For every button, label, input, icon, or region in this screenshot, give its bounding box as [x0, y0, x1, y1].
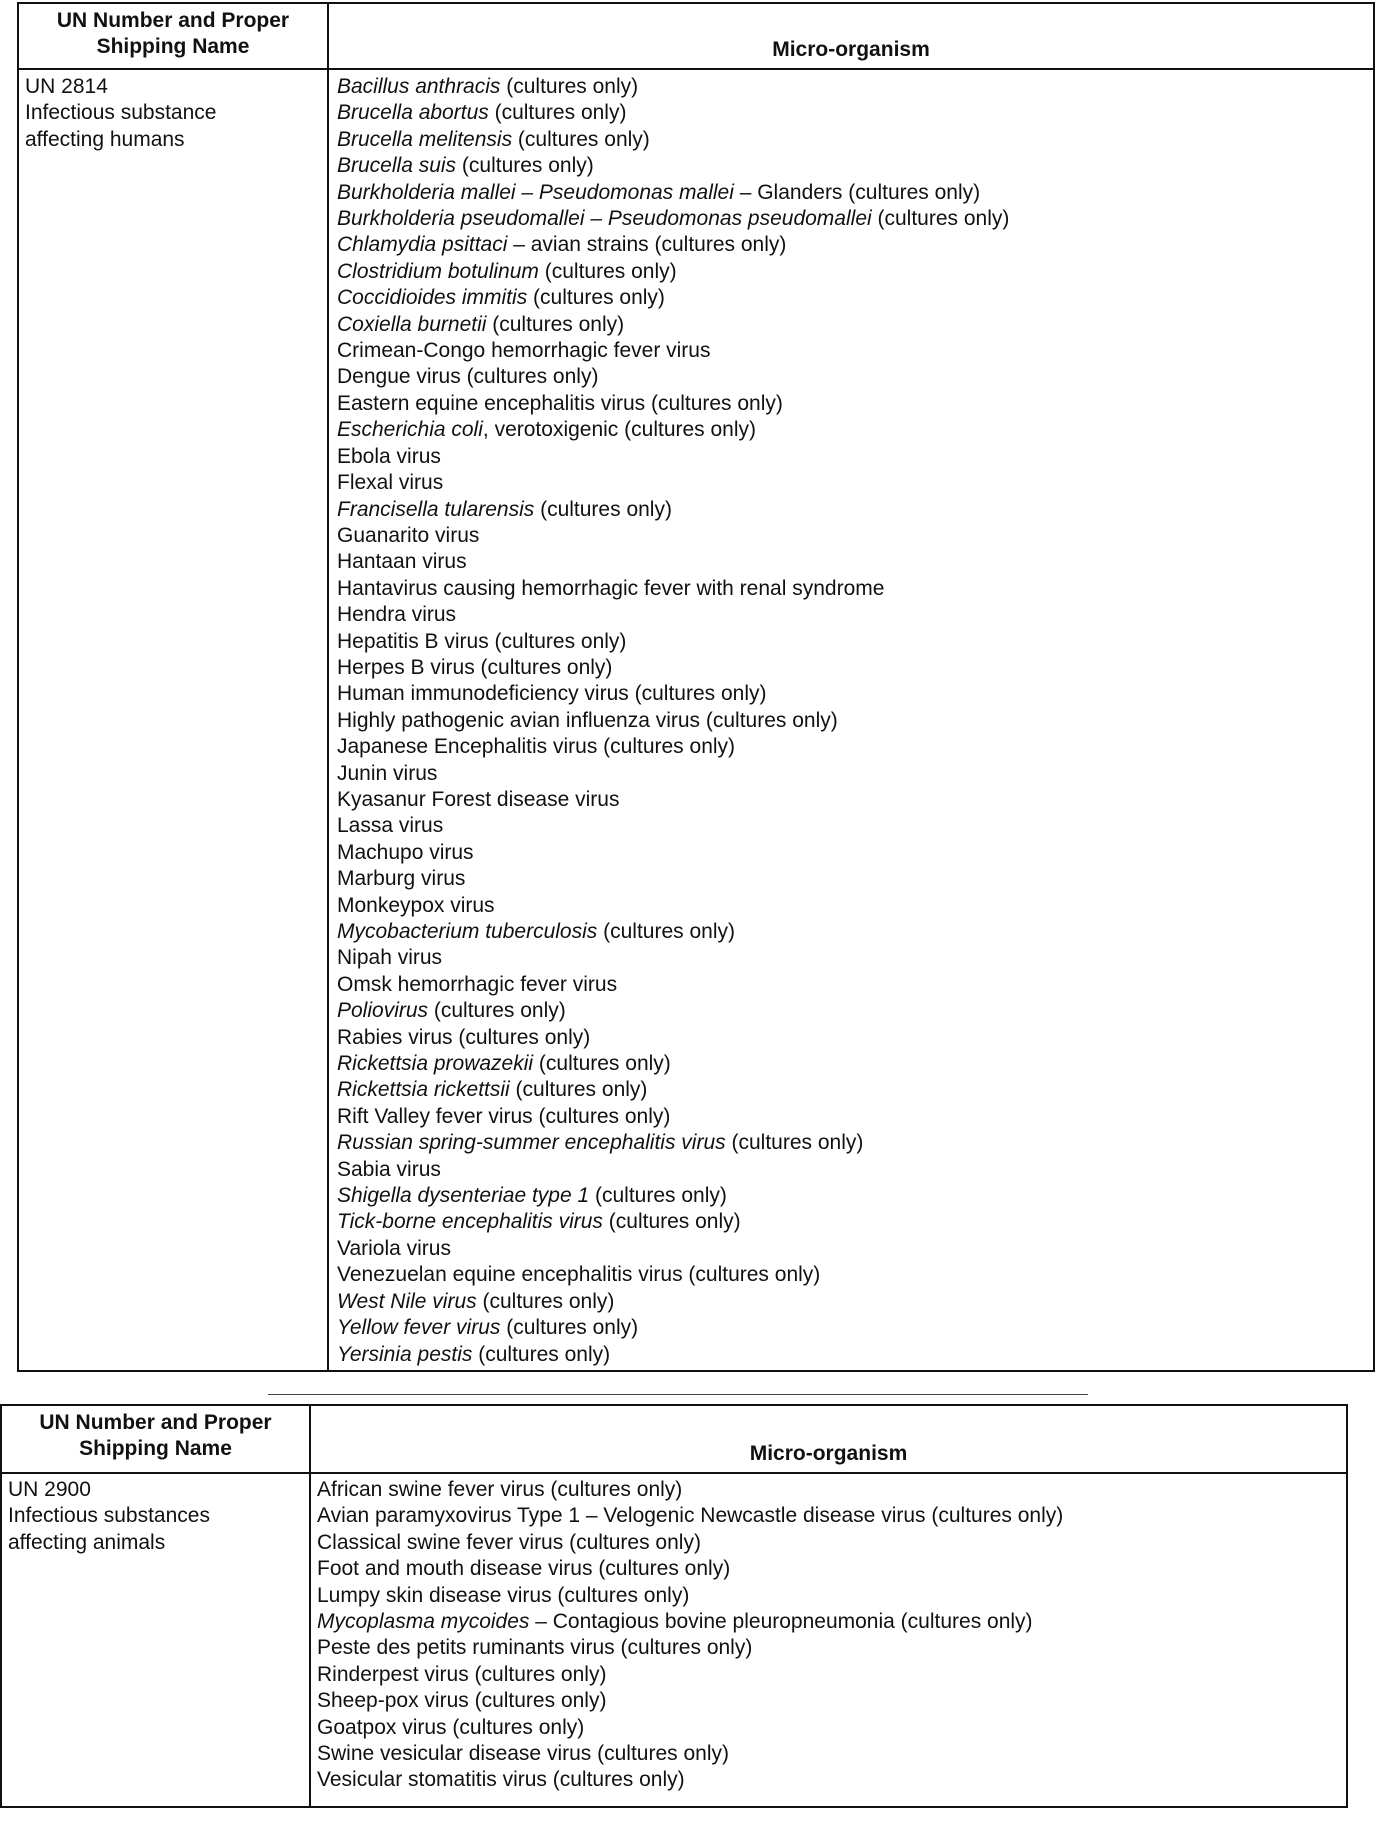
header-micro-organism: Micro-organism [749, 1442, 908, 1465]
micro-organism-item [337, 259, 1009, 285]
micro-organism-item [317, 1767, 1063, 1793]
micro-organism-item [337, 1157, 1009, 1183]
organism-text: Nipah virus [337, 946, 443, 970]
organism-text: (cultures only) [486, 312, 625, 336]
micro-organism-item [337, 708, 1009, 734]
micro-organism-item [337, 1315, 1009, 1341]
organism-text: (cultures only) [538, 259, 677, 283]
micro-organism-item [337, 655, 1009, 681]
un-label-line: UN 2814 [25, 75, 108, 98]
organism-text: – avian strains (cultures only) [507, 233, 787, 257]
un-label-line: Infectious substances [8, 1504, 210, 1528]
organism-text: Rinderpest virus (cultures only) [317, 1662, 607, 1686]
organism-text: (cultures only) [500, 1316, 639, 1340]
micro-organism-item [337, 761, 1009, 787]
organism-text: Crimean-Congo hemorrhagic fever virus [337, 339, 711, 363]
organism-text: Foot and mouth disease virus (cultures only) [317, 1557, 731, 1581]
micro-organism-item [337, 1130, 1009, 1156]
micro-organism-item [337, 1262, 1009, 1288]
micro-organism-item [337, 602, 1009, 628]
header-un-number [2, 1410, 309, 1462]
organism-text: , verotoxigenic (cultures only) [482, 418, 757, 442]
organism-text: Marburg virus [337, 867, 466, 891]
micro-organism-item [317, 1741, 1063, 1767]
micro-organism-item [337, 893, 1009, 919]
scientific-name: Russian spring-summer encephalitis virus [337, 1131, 726, 1155]
micro-organism-item [337, 338, 1009, 364]
micro-organism-item [337, 998, 1009, 1024]
micro-organism-item [337, 364, 1009, 390]
scientific-name: Coccidioides immitis [337, 286, 528, 310]
organism-text: (cultures only) [589, 1184, 727, 1208]
micro-organism-item [337, 391, 1009, 417]
header-line: Shipping Name [79, 1437, 232, 1460]
organism-text: (cultures only) [871, 207, 1010, 231]
micro-organism-item [337, 576, 1009, 602]
table-un2814 [17, 2, 1375, 1372]
organism-text: (cultures only) [534, 497, 672, 521]
micro-organism-item [337, 312, 1009, 338]
divider-rule [268, 1394, 1088, 1395]
scientific-name: Mycobacterium tuberculosis [337, 920, 598, 943]
micro-organism-item [337, 444, 1009, 470]
organism-text: (cultures only) [512, 127, 650, 151]
organism-text: Machupo virus [337, 840, 474, 864]
organism-text: Venezuelan equine encephalitis virus (cultures only) [337, 1263, 821, 1287]
organism-text: Highly pathogenic avian influenza virus (cultures only) [337, 708, 838, 732]
scientific-name: Shigella dysenteriae type 1 [337, 1184, 590, 1208]
micro-organism-item [337, 497, 1009, 523]
organism-text: Dengue virus (cultures only) [337, 365, 599, 389]
scientific-name: Poliovirus [337, 999, 429, 1023]
header-un-number [19, 8, 327, 60]
micro-organism-item [317, 1662, 1063, 1688]
micro-organism-item [337, 417, 1009, 443]
organism-text: Lumpy skin disease virus (cultures only) [317, 1583, 690, 1607]
organism-text: Peste des petits ruminants virus (cultures only) [317, 1636, 753, 1660]
micro-organism-item [317, 1609, 1063, 1635]
header-line: UN Number and Proper [39, 1411, 272, 1434]
organism-text: – Glanders (cultures only) [733, 180, 981, 204]
organism-text: Hepatitis B virus (cultures only) [337, 629, 627, 653]
organism-text: African swine fever virus (cultures only) [317, 1478, 683, 1501]
organism-text: Flexal virus [337, 471, 444, 495]
organism-text: Avian paramyxovirus Type 1 – Velogenic Newcastle disease virus (cultures only) [317, 1504, 1064, 1528]
micro-organism-item [317, 1583, 1063, 1609]
organism-text: Lassa virus [337, 814, 444, 838]
micro-organism-item [337, 100, 1009, 126]
micro-organism-item [337, 74, 1009, 100]
micro-organism-item [337, 1077, 1009, 1103]
micro-organism-item [317, 1503, 1063, 1529]
micro-organism-item [337, 180, 1009, 206]
micro-organism-item [337, 813, 1009, 839]
organism-text: Classical swine fever virus (cultures only) [317, 1530, 701, 1554]
organism-text: – Contagious bovine pleuropneumonia (cultures only) [529, 1610, 1033, 1634]
organism-text: Japanese Encephalitis virus (cultures only) [337, 735, 736, 759]
organism-text: Hantavirus causing hemorrhagic fever with renal syndrome [337, 576, 885, 600]
organism-text: Kyasanur Forest disease virus [337, 787, 620, 811]
scientific-name: Brucella melitensis [337, 127, 513, 151]
micro-organism-item [337, 787, 1009, 813]
scientific-name: Coxiella burnetii [337, 312, 487, 336]
micro-organism-item [337, 1236, 1009, 1262]
organism-text: Omsk hemorrhagic fever virus [337, 972, 618, 996]
organism-text: (cultures only) [602, 1210, 741, 1234]
organism-text: Sabia virus [337, 1157, 441, 1181]
micro-organism-item [337, 866, 1009, 892]
organism-text: (cultures only) [472, 1342, 611, 1366]
scientific-name: Bacillus anthracis [337, 75, 501, 98]
micro-organism-item [317, 1556, 1063, 1582]
scientific-name: Francisella tularensis [337, 497, 535, 521]
organism-text: (cultures only) [509, 1078, 648, 1102]
organism-text: Ebola virus [337, 444, 441, 468]
organism-text: Swine vesicular disease virus (cultures only) [317, 1742, 729, 1766]
scientific-name: Rickettsia rickettsii [337, 1078, 510, 1102]
un-label-cell [25, 74, 216, 153]
un-label-line: Infectious substance [25, 101, 217, 125]
organism-text: (cultures only) [500, 75, 639, 98]
micro-organism-item [337, 1209, 1009, 1235]
micro-organism-item [337, 1104, 1009, 1130]
scientific-name: Escherichia coli [337, 418, 483, 442]
organism-text: (cultures only) [533, 1052, 671, 1076]
organism-text: (cultures only) [488, 101, 627, 125]
organism-text: (cultures only) [456, 154, 594, 178]
table-header [19, 4, 1373, 70]
organism-text: Rift Valley fever virus (cultures only) [337, 1104, 671, 1128]
micro-organism-item [337, 1183, 1009, 1209]
scientific-name: Clostridium botulinum [337, 259, 539, 283]
scientific-name: Yersinia pestis [337, 1342, 473, 1366]
organism-text: (cultures only) [428, 999, 566, 1023]
header-line: Shipping Name [96, 35, 250, 58]
micro-organism-item [337, 840, 1009, 866]
micro-organism-item [317, 1635, 1063, 1661]
micro-organism-item [337, 127, 1009, 153]
micro-organism-item [337, 285, 1009, 311]
micro-organism-item [337, 153, 1009, 179]
scientific-name: Burkholderia mallei – Pseudomonas mallei [337, 180, 734, 204]
micro-organism-item [337, 734, 1009, 760]
organism-text: (cultures only) [476, 1289, 615, 1313]
scientific-name: Brucella suis [337, 154, 457, 178]
micro-organism-item [337, 972, 1009, 998]
micro-organism-item [337, 470, 1009, 496]
micro-organism-list [337, 74, 1009, 1368]
micro-organism-item [337, 1051, 1009, 1077]
table-header [2, 1406, 1346, 1474]
table-un2900 [0, 1404, 1348, 1808]
un-label-line: affecting humans [25, 127, 185, 151]
organism-text: Human immunodeficiency virus (cultures only) [337, 682, 767, 706]
un-label-cell [8, 1477, 210, 1556]
micro-organism-item [337, 945, 1009, 971]
organism-text: Vesicular stomatitis virus (cultures only) [317, 1768, 685, 1792]
micro-organism-item [337, 523, 1009, 549]
micro-organism-item [337, 1342, 1009, 1368]
micro-organism-list [317, 1477, 1063, 1794]
organism-text: (cultures only) [725, 1131, 864, 1155]
scientific-name: Chlamydia psittaci [337, 233, 508, 257]
organism-text: Hendra virus [337, 603, 457, 627]
organism-text: Variola virus [337, 1236, 451, 1260]
scientific-name: Burkholderia pseudomallei – Pseudomonas pseudomallei [337, 207, 872, 231]
scientific-name: Mycoplasma mycoides [317, 1610, 530, 1634]
header-micro-organism: Micro-organism [772, 38, 930, 61]
organism-text: Rabies virus (cultures only) [337, 1025, 591, 1049]
organism-text: Eastern equine encephalitis virus (cultures only) [337, 391, 783, 415]
organism-text: Hantaan virus [337, 550, 467, 574]
organism-text: Junin virus [337, 761, 438, 785]
un-label-line: UN 2900 [8, 1478, 91, 1501]
un-label-line: affecting animals [8, 1530, 166, 1554]
micro-organism-item [317, 1688, 1063, 1714]
organism-text: Sheep-pox virus (cultures only) [317, 1689, 607, 1713]
micro-organism-item [317, 1530, 1063, 1556]
micro-organism-item [317, 1715, 1063, 1741]
column-divider [327, 4, 329, 1370]
micro-organism-item [317, 1477, 1063, 1503]
scientific-name: West Nile virus [337, 1289, 477, 1313]
organism-text: Goatpox virus (cultures only) [317, 1715, 585, 1739]
column-divider [309, 1406, 311, 1806]
micro-organism-item [337, 206, 1009, 232]
scientific-name: Rickettsia prowazekii [337, 1052, 534, 1076]
scientific-name: Brucella abortus [337, 101, 489, 125]
micro-organism-item [337, 549, 1009, 575]
organism-text: (cultures only) [527, 286, 665, 310]
organism-text: Guanarito virus [337, 523, 480, 547]
micro-organism-item [337, 1025, 1009, 1051]
micro-organism-item [337, 919, 1009, 945]
organism-text: (cultures only) [597, 920, 735, 943]
organism-text: Herpes B virus (cultures only) [337, 655, 613, 679]
micro-organism-item [337, 1289, 1009, 1315]
micro-organism-item [337, 232, 1009, 258]
header-line: UN Number and Proper [56, 9, 290, 32]
micro-organism-item [337, 629, 1009, 655]
micro-organism-item [337, 681, 1009, 707]
scientific-name: Tick-borne encephalitis virus [337, 1210, 603, 1234]
organism-text: Monkeypox virus [337, 893, 495, 917]
scientific-name: Yellow fever virus [337, 1316, 501, 1340]
